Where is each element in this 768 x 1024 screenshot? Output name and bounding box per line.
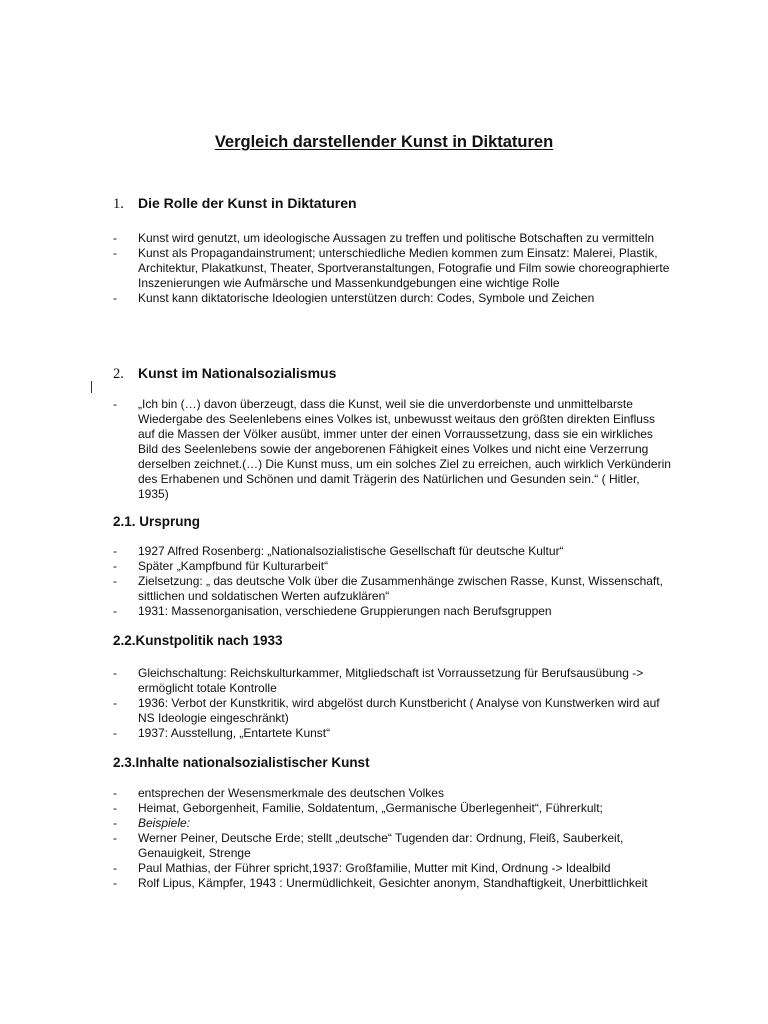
section-1-list [113, 231, 673, 306]
section-1-title: Die Rolle der Kunst in Diktaturen [138, 195, 357, 211]
list-item: - 1931: Massenorganisation, verschiedene Gruppierungen nach Berufsgruppen [113, 604, 552, 618]
section-2-title: Kunst im Nationalsozialismus [138, 365, 337, 381]
list-item: - entsprechen der Wesensmerkmale des deutschen Volkes [113, 786, 444, 800]
section-2-2-heading: 2.2.Kunstpolitik nach 1933 [113, 633, 283, 648]
list-item: - Rolf Lipus, Kämpfer, 1943 : Unermüdlichkeit, Gesichter anonym, Standhaftigkeit, Unerbittlichkeit [113, 876, 648, 890]
list-item: - Kunst kann diktatorische Ideologien unterstützen durch: Codes, Symbole und Zeichen [113, 291, 595, 305]
list-item: - Paul Mathias, der Führer spricht,1937: Großfamilie, Mutter mit Kind, Ordnung -> Idealbild [113, 861, 611, 875]
section-2-1-list [113, 544, 673, 619]
list-item: - Beispiele: [113, 816, 191, 830]
list-item: - 1936: Verbot der Kunstkritik, wird abgelöst durch Kunstbericht ( Analyse von Kunstwerken wird auf NS Ideologie eingeschränkt) [113, 696, 660, 725]
list-item: - Gleichschaltung: Reichskulturkammer, Mitgliedschaft ist Vorraussetzung für Berufsausübung -> ermöglicht totale Kontrolle [113, 666, 644, 695]
section-2-3-heading: 2.3.Inhalte nationalsozialistischer Kunst [113, 755, 370, 770]
section-2-number: 2. [113, 366, 124, 382]
list-item: - Kunst wird genutzt, um ideologische Aussagen zu treffen und politische Botschaften zu vermitteln [113, 231, 655, 245]
list-item: - 1927 Alfred Rosenberg: „Nationalsozialistische Gesellschaft für deutsche Kultur“ [113, 544, 564, 558]
section-2-heading [113, 365, 336, 383]
section-1-number: 1. [113, 196, 124, 212]
list-item: - Werner Peiner, Deutsche Erde; stellt „deutsche“ Tugenden dar: Ordnung, Fleiß, Sauberkeit, Genauigkeit, Strenge [113, 831, 624, 860]
list-item: - Heimat, Geborgenheit, Familie, Soldatentum, „Germanische Überlegenheit“, Führerkult; [113, 801, 603, 815]
list-item: - Kunst als Propagandainstrument; unterschiedliche Medien kommen zum Einsatz: Malerei, Plastik, Architektur, Plakatkunst, Theater, Sportveranstaltungen, Fotografie und Film sowie choreographierte Inszenierungen wie Aufmärsche und Massenkundgebungen eine wichtige Rolle [113, 246, 670, 290]
list-item: - Später „Kampfbund für Kulturarbeit“ [113, 559, 329, 573]
section-2-3-list [113, 786, 673, 891]
section-2-2-list [113, 666, 673, 741]
list-item: - „Ich bin (…) davon überzeugt, dass die Kunst, weil sie die unverdorbenste und unmittelbarste Wiedergabe des Seelenlebens eines Volkes ist, unbewusst weitaus den größten direkten Einfluss auf die Massen der Völker ausübt, immer unter der einen Vorraussetzung, dass sie ein wirkliches Bild des Seelenlebens sowie der angeborenen Fähigkeit eines Volkes und nicht eine Verzerrung derselben zeichnet.(…) Die Kunst muss, um ein solches Ziel zu erreichen, auch wirklich Verkünderin des Erhabenen und Schönen und damit Trägerin des Natürlichen und Gesunden sein.“ ( Hitler, 1935) [113, 397, 671, 501]
section-2-list [113, 397, 673, 502]
list-item: - Zielsetzung: „ das deutsche Volk über die Zusammenhänge zwischen Rasse, Kunst, Wissenschaft, sittlichen und soldatischen Werten aufzuklären“ [113, 574, 663, 603]
section-1-heading [113, 195, 357, 213]
margin-mark [91, 381, 92, 393]
list-item: - 1937: Ausstellung, „Entartete Kunst“ [113, 726, 331, 740]
document-title: Vergleich darstellender Kunst in Diktaturen [214, 133, 554, 151]
section-2-1-heading: 2.1. Ursprung [113, 514, 201, 529]
